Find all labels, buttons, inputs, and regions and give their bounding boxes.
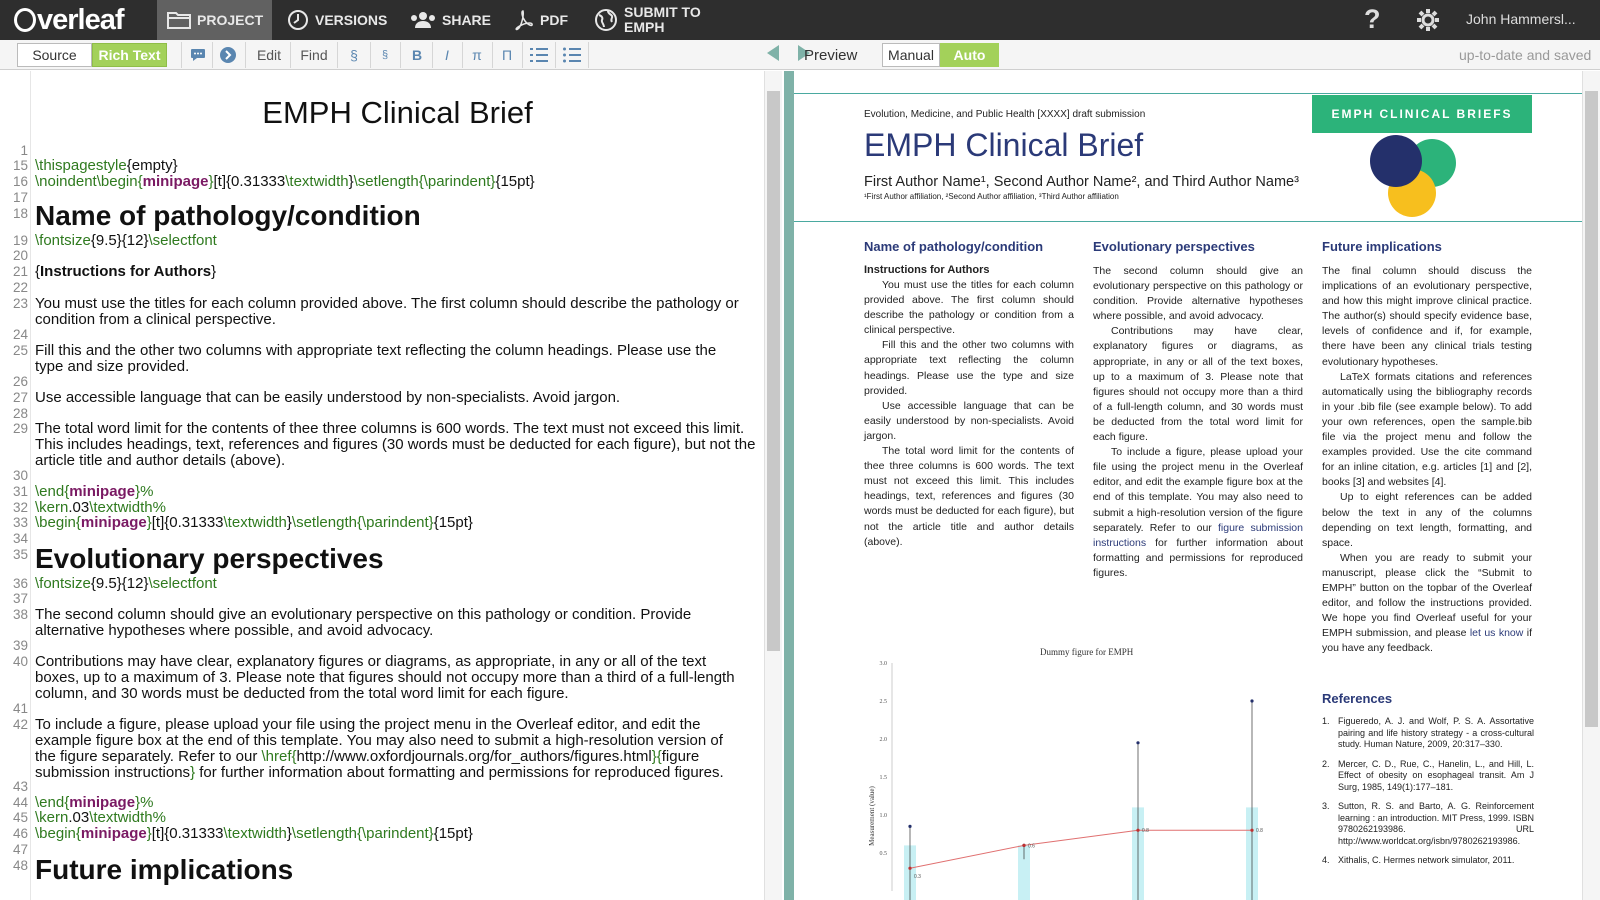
pdf-authors: First Author Name¹, Second Author Name², and Third Author Name³: [864, 174, 1299, 190]
line-number: 24: [12, 327, 28, 342]
line-number: 21: [12, 264, 28, 279]
pdf-column-2: Evolutionary perspectives The second column should give an evolutionary perspective on this pathology or condition. Provide alternative hypotheses where possible, and avoid advocacy. Contributions may have clear, explanatory figures or diagrams, as appropriate, in any or all of the text boxes, up to a maximum of 3. Please note that figures should not occupy more than a third of a full-length column, and 30 words must be deducted from the total word limit for each figure. To include a figure, please upload your file using the project menu in the Overleaf editor, and edit the example figure box at the end of this template. You may also need to submit a high-resolution version of the figure separately. Refer to our figure submission instructions for further information about formatting and permissions for reproduced figures.: [1093, 239, 1303, 579]
share-button[interactable]: SHARE: [400, 0, 501, 40]
section-heading[interactable]: Name of pathology/condition: [35, 200, 421, 231]
line-number: 34: [12, 531, 28, 546]
toolbar-divider: [400, 42, 401, 68]
figure-y-label: Measurement (value): [868, 786, 876, 846]
line-number: 23: [12, 296, 28, 311]
project-button[interactable]: PROJECT: [157, 0, 272, 40]
y-tick-label: 1.5: [879, 775, 887, 781]
italic-button[interactable]: I: [445, 47, 449, 63]
toolbar-divider: [212, 42, 213, 68]
toolbar-divider: [522, 42, 523, 68]
overleaf-logo[interactable]: verleaf: [14, 3, 124, 37]
subsection-button[interactable]: §: [381, 49, 389, 61]
preview-label: Preview: [804, 46, 858, 64]
pdf-header-rule: [794, 221, 1582, 222]
editor-scrollbar[interactable]: [764, 71, 782, 900]
toolbar-divider: [245, 42, 246, 68]
toolbar-divider: [432, 42, 433, 68]
comment-icon[interactable]: [188, 43, 208, 67]
preview-scrollbar[interactable]: [1582, 71, 1600, 900]
y-tick-label: 2.5: [879, 699, 887, 705]
data-label: 0.3: [914, 874, 921, 881]
emph-badge: EMPH CLINICAL BRIEFS: [1312, 95, 1532, 133]
figure-title: Dummy figure for EMPH: [1040, 647, 1134, 657]
series-line: [910, 830, 1252, 868]
line-number: 40: [12, 654, 28, 669]
line-number: 16: [12, 174, 28, 189]
inline-math-button[interactable]: π: [472, 47, 482, 63]
line-number-gutter: [0, 71, 31, 900]
rich-text-editor[interactable]: [0, 71, 782, 900]
dummy-figure-chart: [854, 651, 1274, 900]
y-tick-label: 3.0: [879, 661, 887, 667]
line-number: 38: [12, 607, 28, 622]
reference-item: 4. Xithalis, C. Hermes network simulator, 2011.: [1322, 855, 1515, 865]
figure-bars: [904, 701, 1258, 900]
toolbar-divider: [337, 42, 338, 68]
pdf-affiliations: ¹First Author affiliation, ²Second Author affiliation, ³Third Author affiliation: [864, 192, 1119, 201]
user-menu[interactable]: John Hammersl...: [1466, 11, 1576, 27]
display-math-button[interactable]: Π: [501, 47, 513, 63]
code-line[interactable]: \begin{minipage}[t]{0.31333\textwidth}\setlength{\parindent}{15pt}: [35, 825, 473, 842]
line-number: 26: [12, 374, 28, 389]
line-number: 22: [12, 280, 28, 295]
paragraph[interactable]: Contributions may have clear, explanatory figures or diagrams, as appropriate, in any or all of the text boxes, up to a maximum of 3. Please note that figures should not occupy more than a third of a full-length column, and 30 words must be deducted from the total word limit for each figure.: [35, 653, 735, 702]
source-mode-button[interactable]: Source: [17, 43, 92, 67]
feedback-link[interactable]: let us know: [1469, 627, 1524, 640]
toolbar-divider: [462, 42, 463, 68]
pdf-button[interactable]: PDF: [502, 0, 578, 40]
line-number: 18: [12, 206, 28, 221]
line-number: 48: [12, 858, 28, 873]
figure-submission-link[interactable]: figure submission instructions: [1093, 521, 1303, 549]
line-number: 42: [12, 717, 28, 732]
history-icon: [287, 9, 309, 31]
line-number: 37: [12, 591, 28, 606]
line-number: 43: [12, 779, 28, 794]
line-number: 28: [12, 406, 28, 421]
line-number: 31: [12, 484, 28, 499]
line-number: 36: [12, 576, 28, 591]
section-button[interactable]: §: [350, 47, 358, 63]
preview-scroll-thumb[interactable]: [1585, 91, 1598, 727]
line-number: 27: [12, 390, 28, 405]
logo-o-icon: [14, 8, 36, 32]
code-line[interactable]: \kern.03\textwidth%: [35, 809, 166, 826]
top-navbar: [0, 0, 1600, 40]
line-number: 17: [12, 190, 28, 205]
line-number: 45: [12, 810, 28, 825]
paragraph[interactable]: The total word limit for the contents of thee three columns is 600 words. The text must not exceed this limit. This includes headings, text, references and figures (30 words must be deducted for each figure), but not the article title and author details (above).: [35, 420, 756, 469]
save-status: up-to-date and saved: [1459, 47, 1592, 63]
code-line[interactable]: \end{minipage}%: [35, 794, 154, 811]
rich-text-mode-button[interactable]: Rich Text: [92, 43, 167, 67]
collapse-left-arrow-icon[interactable]: [767, 45, 779, 61]
line-number: 47: [12, 842, 28, 857]
section-heading[interactable]: Evolutionary perspectives: [35, 543, 384, 574]
find-button[interactable]: Find: [300, 47, 328, 63]
data-label: 0.6: [1028, 843, 1035, 850]
edit-menu-button[interactable]: Edit: [256, 47, 282, 63]
code-line[interactable]: \noindent\begin{minipage}[t]{0.31333\textwidth}\setlength{\parindent}{15pt}: [35, 173, 535, 190]
paragraph[interactable]: Fill this and the other two columns with appropriate text reflecting the column headings. Please use the type and size provided.: [35, 342, 717, 375]
data-point: [1250, 829, 1253, 832]
data-label: 0.8: [1142, 828, 1149, 835]
code-line[interactable]: \fontsize{9.5}{12}\selectfont: [35, 232, 217, 249]
code-line[interactable]: \kern.03\textwidth%: [35, 499, 166, 516]
code-line[interactable]: {Instructions for Authors}: [35, 263, 217, 280]
pdf-preview[interactable]: [794, 71, 1582, 900]
pdf-title: EMPH Clinical Brief: [864, 127, 1144, 163]
next-arrow-icon[interactable]: [218, 43, 238, 67]
paragraph[interactable]: The second column should give an evolutionary perspective on this pathology or condition. Provide alternative hypotheses where possible, and avoid advocacy.: [35, 606, 692, 639]
line-number: 33: [12, 515, 28, 530]
code-line[interactable]: \begin{minipage}[t]{0.31333\textwidth}\setlength{\parindent}{15pt}: [35, 514, 473, 531]
bullet-list-icon[interactable]: [561, 43, 583, 67]
data-point: [1022, 844, 1025, 847]
code-line[interactable]: \end{minipage}%: [35, 483, 154, 500]
toolbar-divider: [290, 42, 291, 68]
toolbar-divider: [492, 42, 493, 68]
data-point: [1136, 829, 1139, 832]
y-tick-label: 2.0: [879, 737, 887, 743]
y-ticks: [880, 661, 888, 857]
line-number: 29: [12, 421, 28, 436]
y-tick-label: 0.5: [879, 851, 887, 857]
toolbar-divider: [555, 42, 556, 68]
reference-item: 3. Sutton, R. S. and Barto, A. G. Reinforcement learning : an introduction. MIT Press, 1999. ISBN 9780262193986. URL http://www.worldcat.org/isbn/9780262193986.: [1322, 801, 1534, 846]
pdf-icon: [512, 9, 534, 31]
manual-compile-button[interactable]: Manual: [882, 43, 940, 67]
paragraph[interactable]: To include a figure, please upload your file using the project menu in the Overleaf editor, and edit the example figure box at the end of this template. You may also need to submit a high-resolution version of the figure separately. Refer to our \href{http://www.oxfordjournals.org/for_authors/figures.html}{figure submission instructions} for further information about formatting and permissions for reproduced figures.: [35, 716, 724, 781]
toolbar-divider: [181, 42, 182, 68]
toolbar-divider: [370, 42, 371, 68]
data-point: [908, 867, 911, 870]
data-label: 0.8: [1256, 828, 1263, 835]
numbered-list-icon[interactable]: [528, 43, 550, 67]
line-number: 19: [12, 233, 28, 248]
code-line[interactable]: \thispagestyle{empty}: [35, 157, 178, 174]
reference-item: 1. Figueredo, A. J. and Wolf, P. S. A. Assortative pairing and life history strategy - a cross-cultural study. Human Nature, 2009, 20:317–330.: [1322, 716, 1534, 749]
pdf-column-1: Name of pathology/condition Instructions for Authors You must use the titles for each column provided above. The first column should describe the pathology or condition from a clinical perspective. Fill this and the other two columns with appropriate text reflecting the column headings. Please use the type and size provided. Use accessible language that can be easily understood by non-specialists. Avoid jargon. The total word limit for the contents of thee three columns is 600 words. The text must not exceed this limit. This includes headings, text, references and figures (30 words must be deducted for each figure), but not the article title and author details (above).: [864, 239, 1074, 548]
auto-compile-button[interactable]: Auto: [940, 43, 999, 67]
code-line[interactable]: \fontsize{9.5}{12}\selectfont: [35, 575, 217, 592]
reference-item: 2. Mercer, C. D., Rue, C., Hanelin, L., and Hill, L. Effect of obesity on esophageal transit. Am J Surg, 1985, 149(1):177–181.: [1322, 758, 1534, 792]
versions-button[interactable]: VERSIONS: [277, 0, 397, 40]
line-number: 41: [12, 701, 28, 716]
editor-scroll-thumb[interactable]: [767, 91, 780, 651]
whisker-cap: [1136, 741, 1139, 744]
line-number: 30: [12, 468, 28, 483]
whisker-cap: [1250, 699, 1253, 702]
line-number: 39: [12, 638, 28, 653]
submit-to-emph-button[interactable]: SUBMIT TO EMPH: [584, 0, 711, 40]
folder-icon: [167, 11, 191, 29]
references-section: References 1. Figueredo, A. J. and Wolf, P. S. A. Assortative pairing and life history strategy - a cross-cultural study. Human Nature, 2009, 20:317–330. 2. Mercer, C. D., Rue, C., Hanelin, L., and Hill, L. Effect of obesity on esophageal transit. Am J Surg, 1985, 149(1):177–181. 3. Sutton, R. S. and Barto, A. G. Reinforcement learning : an introduction. MIT Press, 1999. ISBN 9780262193986. URL http://www.worldcat.org/isbn/9780262193986. 4. Xithalis, C. Hermes network simulator, 2011.: [1322, 691, 1534, 865]
bold-button[interactable]: B: [411, 47, 423, 63]
line-number: 44: [12, 795, 28, 810]
line-number: 25: [12, 343, 28, 358]
line-number: 15: [12, 158, 28, 173]
help-button[interactable]: ?: [1364, 4, 1381, 34]
line-number: 20: [12, 248, 28, 263]
users-icon: [410, 11, 436, 29]
globe-icon: [594, 8, 618, 32]
pdf-journal-line: Evolution, Medicine, and Public Health [XXXX] draft submission: [864, 109, 1146, 120]
pdf-top-rule: [794, 93, 1582, 94]
line-number: 32: [12, 500, 28, 515]
line-number: 46: [12, 826, 28, 841]
section-heading[interactable]: Future implications: [35, 854, 294, 885]
emph-logo-icon: [1362, 133, 1462, 228]
series-points: [908, 699, 1263, 880]
pdf-column-3: Future implications The final column should discuss the implications of an evolutionary perspective, and how this might improve clinical practice. The author(s) should specify evidence base, levels of confidence and if, for example, there have been any clinical trials testing evolutionary hypotheses. LaTeX formats citations and references automatically using the bibliography records in your .bib file (see example below). To add your own references, open the sample.bib file via the project menu and follow the examples provided. Use the cite command for an inline citation, e.g. articles [1] and [2], books [3] and websites [4]. Up to eight references can be added below the text in any of the columns depending on text length, formatting, and space. When you are ready to submit your manuscript, please click the “Submit to EMPH” button on the topbar of the Overleaf editor, and follow the instructions provided. We hope you find Overleaf useful for your EMPH submission, and please let us know if you have any feedback.: [1322, 239, 1532, 655]
gear-icon[interactable]: [1416, 8, 1440, 36]
editor-toolbar: [0, 40, 1600, 70]
paragraph[interactable]: Use accessible language that can be easily understood by non-specialists. Avoid jargon.: [35, 389, 621, 406]
toolbar-divider: [588, 42, 589, 68]
document-title[interactable]: EMPH Clinical Brief: [262, 95, 533, 130]
pane-divider[interactable]: [784, 71, 794, 900]
whisker-cap: [908, 825, 911, 828]
paragraph[interactable]: You must use the titles for each column provided above. The first column should describe the pathology or condition from a clinical perspective.: [35, 295, 739, 328]
y-tick-label: 1.0: [879, 813, 887, 819]
line-number: 35: [12, 547, 28, 562]
line-number: 1: [20, 143, 28, 158]
